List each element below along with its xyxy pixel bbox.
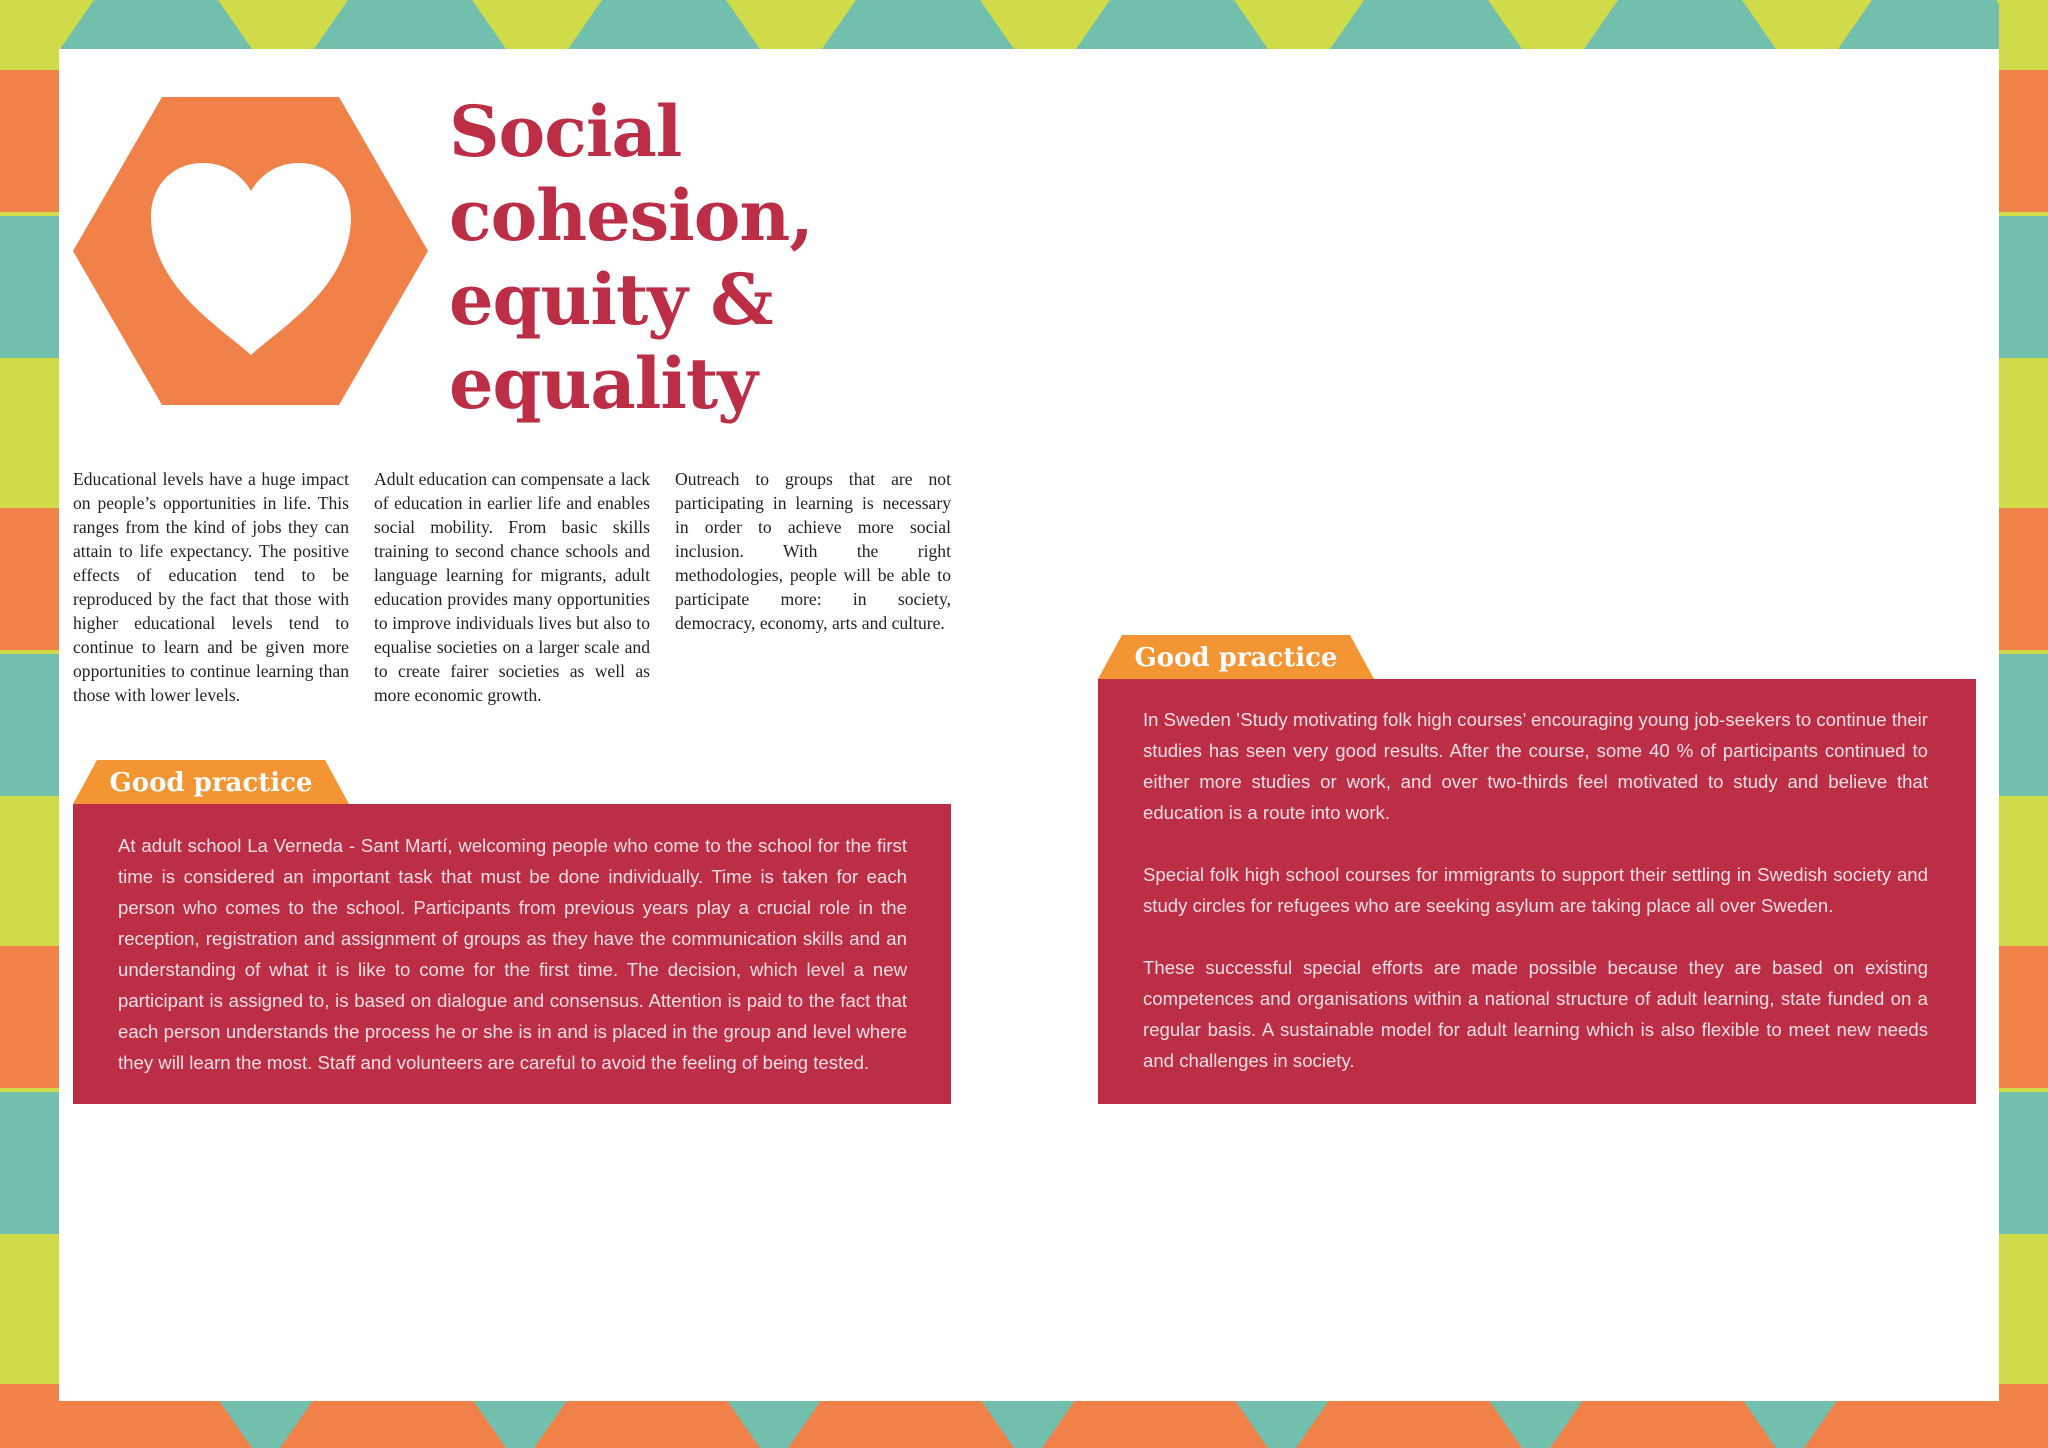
border-stripe: [1999, 1092, 2048, 1234]
border-stripe: [0, 654, 59, 796]
border-stripe: [1999, 1238, 2048, 1380]
border-stripe: [1999, 0, 2048, 66]
border-trapezoid: [1296, 1399, 1522, 1448]
border-stripe: [0, 1238, 59, 1380]
heart-hexagon-icon: [73, 97, 428, 405]
border-stripe: [0, 800, 59, 942]
intro-column-1: Educational levels have a huge impact on people’s opportunities in life. This ranges from the kind of jobs they can attain to life expectancy. The positive effects of education tend to be reproduced by the fact that those with higher educational levels tend to continue to learn and be given more opportunities to continue learning than those with lower levels.: [73, 469, 349, 705]
good-practice-box-left: [73, 804, 951, 1104]
border-stripe: [1999, 70, 2048, 212]
border-stripe: [1999, 654, 2048, 796]
border-stripe: [0, 362, 59, 504]
border-trapezoid: [1042, 1399, 1268, 1448]
border-trapezoid: [1550, 1399, 1776, 1448]
good-practice-tab-left: [73, 760, 349, 804]
good-practice-paragraph: Special folk high school courses for immigrants to support their settling in Swedish society and study circles for refugees who are seeking asylum are taking place all over Sweden.: [1143, 864, 1928, 916]
border-trapezoid: [1804, 1399, 2030, 1448]
border-stripe: [0, 216, 59, 358]
border-stripe: [0, 0, 59, 66]
border-stripe: [0, 70, 59, 212]
border-stripe: [1999, 216, 2048, 358]
border-stripe: [1999, 1384, 2048, 1448]
border-trapezoid: [534, 1399, 760, 1448]
border-trapezoid: [26, 1399, 252, 1448]
border-stripe: [0, 1092, 59, 1234]
title-line: equity &: [449, 258, 773, 341]
title-line: cohesion,: [449, 174, 813, 257]
title-line: Social: [449, 90, 682, 173]
good-practice-label: Good practice: [1134, 643, 1338, 673]
border-stripe: [1999, 362, 2048, 504]
intro-column-3: Outreach to groups that are not participating in learning is necessary in order to achieve more social inclusion. With the right methodologies, people will be able to participate more: in society, democracy, economy, arts and culture.: [675, 469, 951, 633]
border-stripe: [0, 1384, 59, 1448]
good-practice-paragraph: At adult school La Verneda - Sant Martí, welcoming people who come to the school for the first time is considered an important task that must be done individually. Time is taken for each person who comes to the school. Participants from previous years play a crucial role in the reception, registration and assignment of groups as they have the communication skills and an understanding of what it is like to come for the first time. The decision, which level a new participant is assigned to, is based on dialogue and consensus. Attention is paid to the fact that each person understands the process he or she is in and is placed in the group and level where they will learn the most. Staff and volunteers are careful to avoid the feeling of being tested.: [118, 835, 907, 1073]
page-title: [449, 90, 813, 426]
border-trapezoid: [280, 1399, 506, 1448]
good-practice-tab-right: [1098, 635, 1374, 679]
border-stripe: [0, 946, 59, 1088]
good-practice-paragraph: In Sweden ’Study motivating folk high courses’ encouraging young job-seekers to continue their studies has seen very good results. After the course, some 40 % of participants continued to either more studies or work, and over two-thirds feel motivated to study and believe that education is a route into work.: [1143, 709, 1928, 823]
intro-column-2: Adult education can compensate a lack of education in earlier life and enables social mobility. From basic skills training to second chance schools and language learning for migrants, adult education provides many opportunities to improve individuals lives but also to equalise societies on a larger scale and to create fairer societies as well as more economic growth.: [374, 469, 650, 705]
border-stripe: [0, 508, 59, 650]
border-stripe: [1999, 946, 2048, 1088]
good-practice-box-right: [1098, 679, 1976, 1104]
good-practice-paragraph: These successful special efforts are made possible because they are based on existing competences and organisations within a national structure of adult learning, state funded on a regular basis. A sustainable model for adult learning which is also flexible to meet new needs and challenges in society.: [1143, 957, 1928, 1071]
border-stripe: [1999, 800, 2048, 942]
title-line: equality: [449, 342, 757, 425]
border-trapezoid: [788, 1399, 1014, 1448]
good-practice-label: Good practice: [109, 768, 313, 798]
border-stripe: [1999, 508, 2048, 650]
